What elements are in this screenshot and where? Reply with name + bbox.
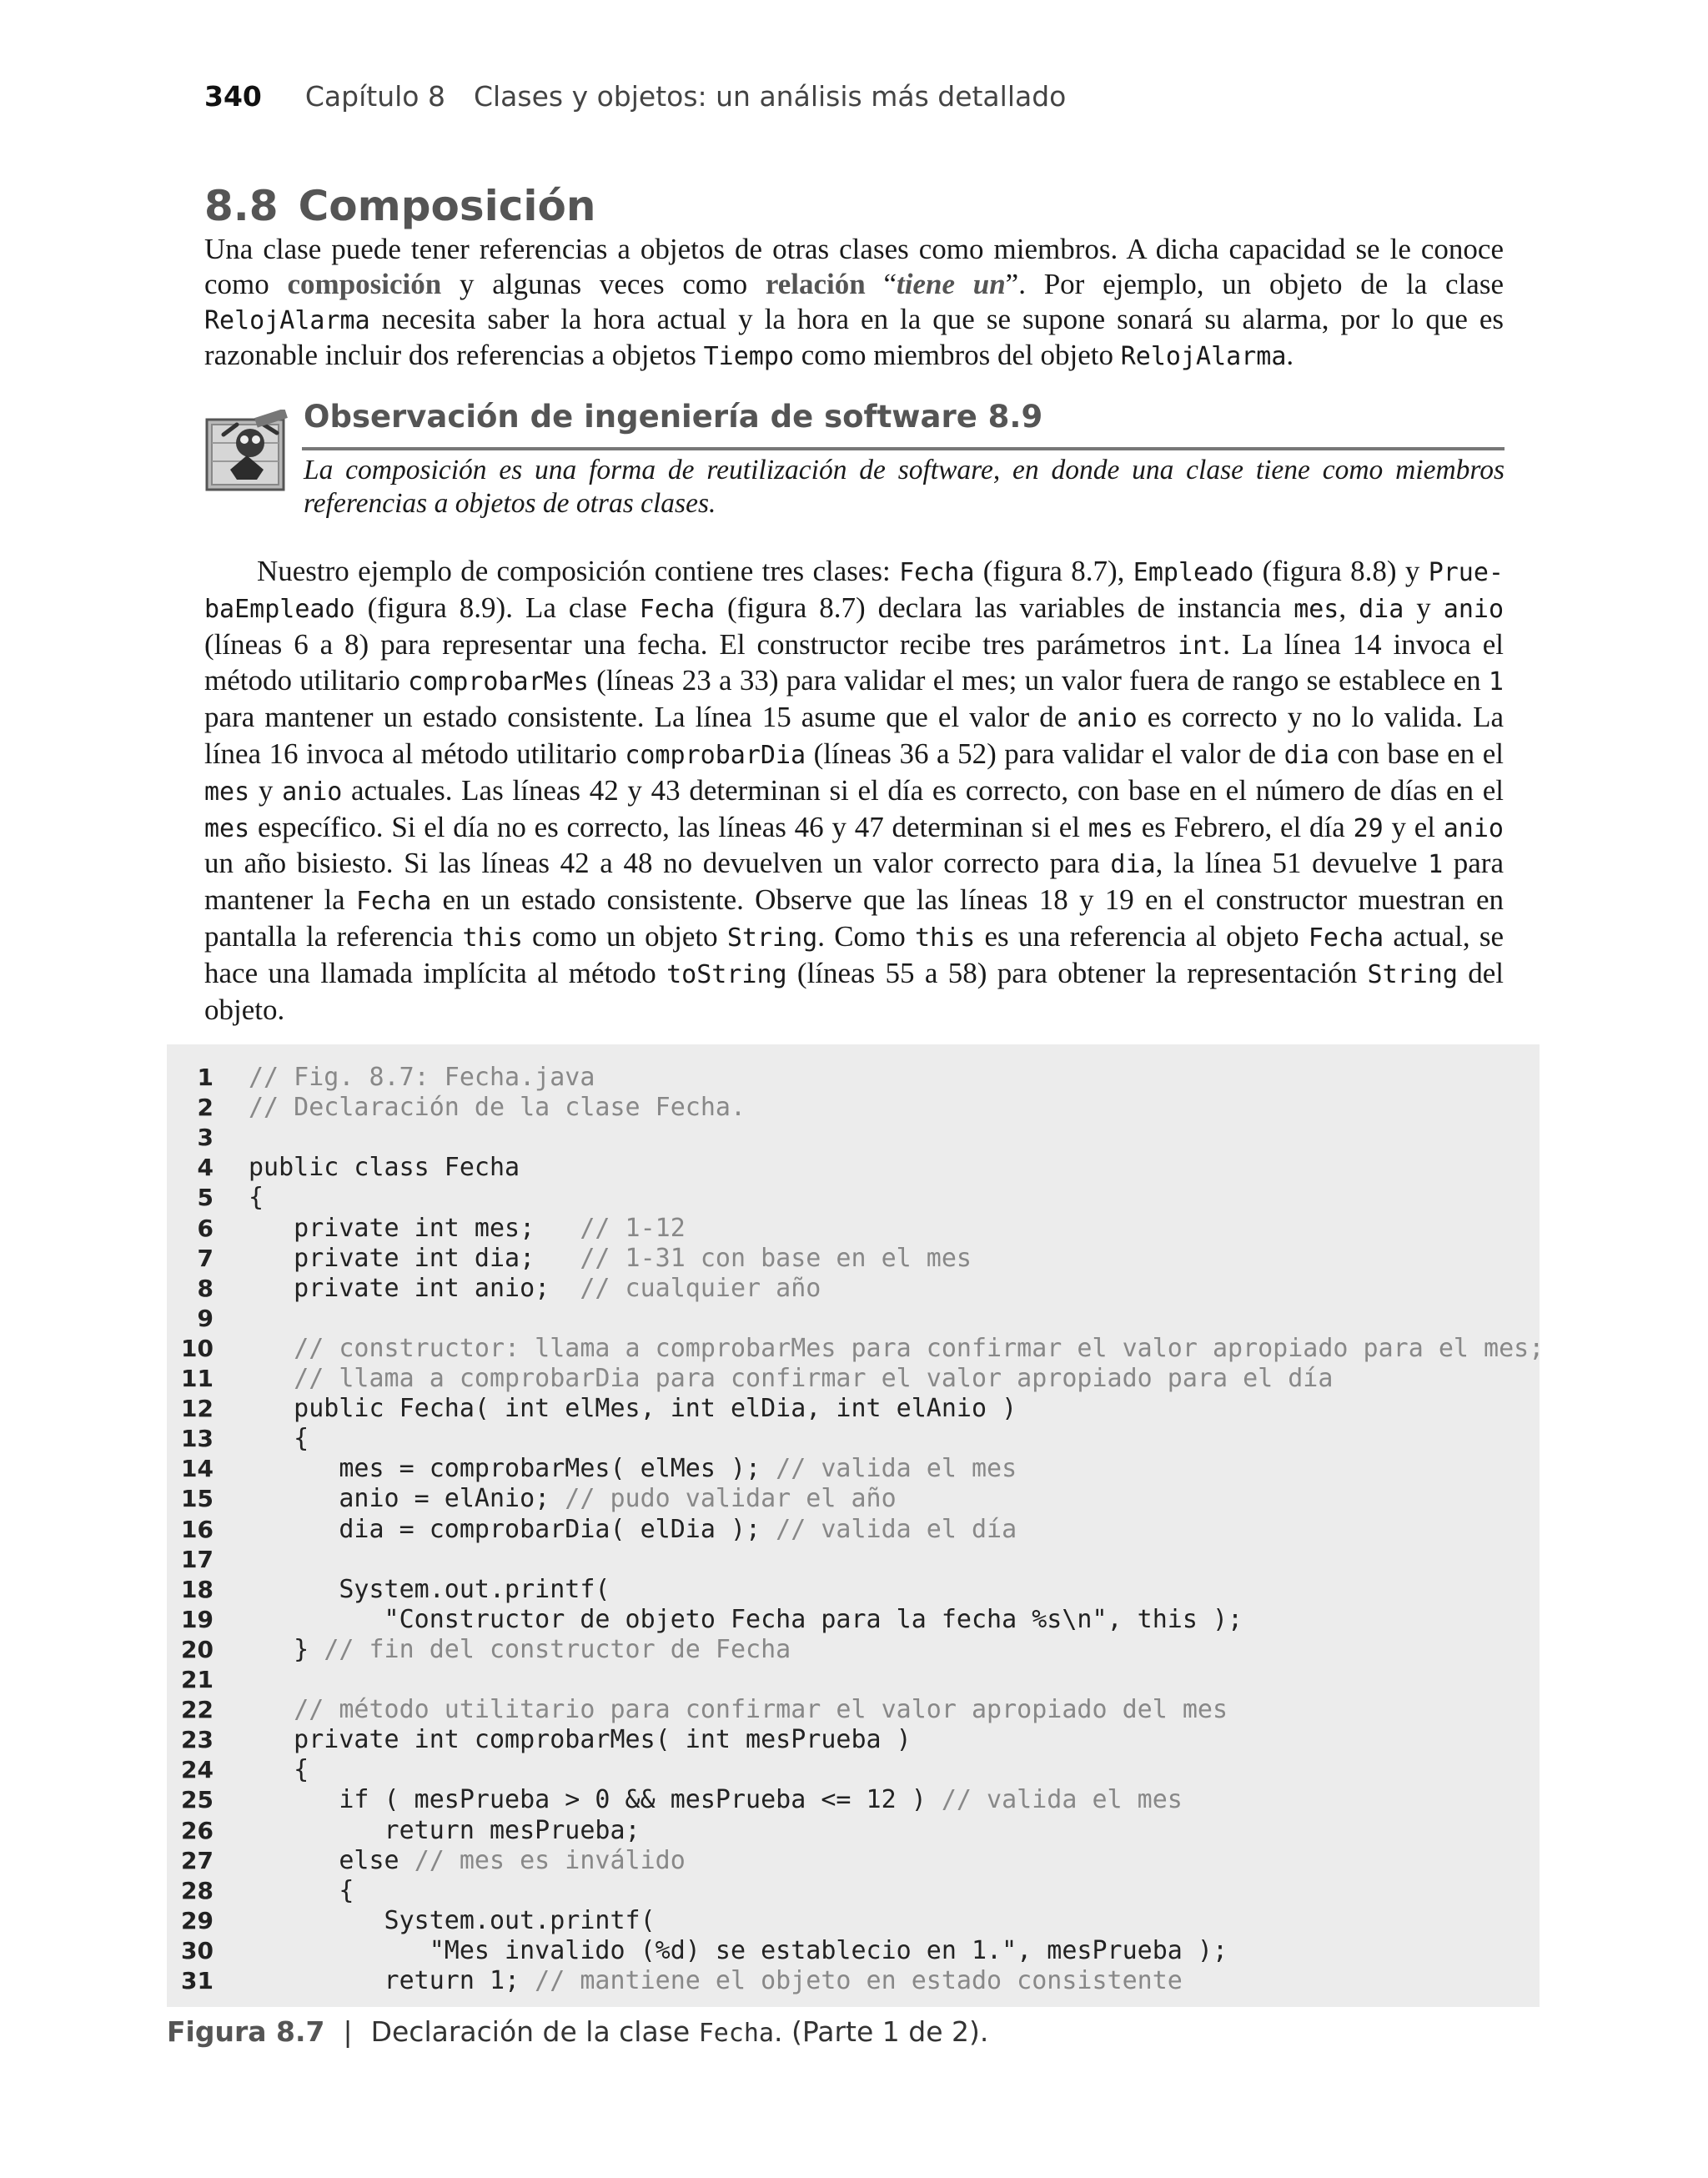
code-text: else // mes es inválido xyxy=(249,1845,686,1875)
code-term: dia xyxy=(1359,594,1404,624)
text-run: , la línea 51 devuelve xyxy=(1155,847,1429,880)
text-run: (líneas 6 a 8) para representar una fecha. El constructor recibe tres parámetros xyxy=(204,627,1178,661)
text-run: un año bisiesto. Si las líneas 42 a 48 no devuelven un valor correcto para xyxy=(204,847,1111,880)
code-text: // método utilitario para confirmar el valor apropiado del mes xyxy=(294,1695,1228,1725)
text-run: en un estado consistente. Observe que las líneas 18 y 19 en el constructor muestran en pantalla la referencia xyxy=(204,883,1505,953)
line-number: 12 xyxy=(181,1395,214,1423)
line-number: 28 xyxy=(181,1876,214,1904)
code-text: if ( mesPrueba > 0 && mesPrueba <= 12 ) // valida el mes xyxy=(249,1785,1183,1815)
code-term: comprobarMes xyxy=(408,667,589,697)
code-text: private int comprobarMes( int mesPrueba ) xyxy=(249,1725,912,1755)
code-text: // llama a comprobarDia para confirmar el valor apropiado para el día xyxy=(294,1364,1334,1393)
code-term: 29 xyxy=(1353,813,1384,843)
section-title xyxy=(204,182,596,230)
text-run: para mantener la xyxy=(204,847,1504,917)
term-relacion: relación xyxy=(765,267,866,300)
code-term: Empleado xyxy=(1133,558,1254,587)
caption-text-end: . (Parte 1 de 2). xyxy=(774,2015,989,2048)
code-term: toString xyxy=(666,959,787,989)
code-text: dia = comprobarDia( elDia ); // valida el día xyxy=(249,1514,1017,1544)
code-term: comprobarDia xyxy=(625,740,806,770)
text-run: actuales. Las líneas 42 y 43 determinan si el día es correcto, con base en el número de días en el xyxy=(342,773,1505,807)
text-run: Nuestro ejemplo de composición contiene tres clases: xyxy=(257,555,900,587)
chapter-label: Capítulo 8 xyxy=(304,80,445,113)
term-tiene-un: tiene un xyxy=(897,267,1006,300)
code-text: "Constructor de objeto Fecha para la fecha %s\n", this ); xyxy=(249,1604,1243,1634)
text-run: y algunas veces como xyxy=(441,267,766,300)
quote-open: “ xyxy=(865,267,897,300)
text-run: como miembros del objeto xyxy=(794,339,1121,372)
text-run: necesita saber la hora actual y la hora en la que se supone sonará su alarma, por lo que es razonable incluir dos referencias a objetos xyxy=(204,302,1504,372)
line-number: 10 xyxy=(181,1334,214,1362)
running-header xyxy=(204,80,1066,120)
code-text: { xyxy=(249,1755,309,1785)
line-number: 31 xyxy=(181,1967,214,1994)
text-run: y el xyxy=(1383,810,1444,843)
code-term: mes xyxy=(1088,813,1133,843)
code-text: // constructor: llama a comprobarMes para confirmar el valor apropiado para el mes; xyxy=(294,1333,1545,1363)
line-number: 18 xyxy=(181,1575,214,1603)
line-number: 13 xyxy=(181,1425,214,1453)
text-run: y xyxy=(1404,591,1444,624)
text-run: (líneas 36 a 52) para validar el valor de xyxy=(806,737,1284,770)
figure-label: Figura 8.7 xyxy=(167,2015,325,2048)
text-run: es correcto y no lo valida. La línea 16 invoca al método utilitario xyxy=(204,701,1505,770)
code-term: mes xyxy=(204,777,250,807)
text-run: (figura 8.7), xyxy=(974,555,1133,587)
caption-text: Declaración de la clase xyxy=(370,2015,699,2048)
code-term: dia xyxy=(1110,850,1156,880)
code-text: mes = comprobarMes( elMes ); // valida el mes xyxy=(249,1454,1017,1484)
text-run: . xyxy=(1286,339,1294,372)
line-number: 6 xyxy=(197,1214,214,1242)
code-term: mes xyxy=(204,813,250,843)
software-engineering-icon xyxy=(205,410,293,493)
code-text: System.out.printf( xyxy=(249,1574,610,1604)
line-number: 9 xyxy=(197,1304,214,1332)
code-term: dia xyxy=(1284,740,1329,770)
line-number: 27 xyxy=(181,1846,214,1874)
code-term: anio xyxy=(1077,704,1138,734)
code-text: { xyxy=(249,1875,354,1905)
code-text: return mesPrueba; xyxy=(249,1815,640,1845)
code-text: public Fecha( int elMes, int elDia, int elAnio ) xyxy=(249,1394,1017,1424)
code-term: anio xyxy=(282,777,343,807)
body-paragraph xyxy=(204,554,1504,1027)
code-text: { xyxy=(249,1424,309,1454)
code-term: String xyxy=(1367,959,1458,989)
text-run: Una clase puede tener referencias a objetos de otras clases como miembros. A dicha capacidad se le conoce como xyxy=(204,233,1504,300)
code-text: // Fig. 8.7: Fecha.java xyxy=(249,1063,595,1092)
text-run: (figura 8.8) y xyxy=(1253,555,1429,587)
line-number: 19 xyxy=(181,1605,214,1633)
code-term: Fecha xyxy=(639,594,716,624)
code-term: mes xyxy=(1294,594,1339,624)
line-number: 1 xyxy=(197,1064,214,1091)
code-term: anio xyxy=(1443,813,1504,843)
text-run: (líneas 23 a 33) para validar el mes; un valor fuera de rango se establece en xyxy=(588,664,1489,697)
code-term: anio xyxy=(1443,594,1505,624)
line-number: 4 xyxy=(197,1154,214,1182)
line-number: 21 xyxy=(181,1666,214,1693)
code-text: } // fin del constructor de Fecha xyxy=(249,1634,791,1664)
line-number: 25 xyxy=(181,1786,214,1814)
line-number: 26 xyxy=(181,1816,214,1844)
text-run: para mantener un estado consistente. La línea 15 asume que el valor de xyxy=(204,701,1078,734)
line-number: 14 xyxy=(181,1455,214,1483)
section-name: Composición xyxy=(298,182,596,230)
code-term: Prue-baEmpleado xyxy=(204,558,1504,624)
code-text: private int mes; // 1-12 xyxy=(249,1213,686,1243)
code-term: int xyxy=(1178,631,1223,661)
line-number: 5 xyxy=(197,1184,214,1212)
line-number: 2 xyxy=(197,1094,214,1122)
page-number: 340 xyxy=(204,80,262,113)
chapter-title: Clases y objetos: un análisis más detallado xyxy=(473,80,1067,113)
line-number: 24 xyxy=(181,1756,214,1784)
code-term: 1 xyxy=(1428,850,1444,880)
text-run: específico. Si el día no es correcto, las líneas 46 y 47 determinan si el xyxy=(249,810,1088,843)
code-text: private int dia; // 1-31 con base en el mes xyxy=(249,1243,972,1273)
line-number: 8 xyxy=(197,1274,214,1302)
code-text: public class Fecha xyxy=(249,1153,520,1183)
code-term: this xyxy=(915,923,976,953)
text-run: (líneas 55 a 58) para obtener la representación xyxy=(786,956,1368,989)
line-number: 23 xyxy=(181,1726,214,1754)
line-number: 17 xyxy=(181,1545,214,1573)
line-number: 16 xyxy=(181,1515,214,1543)
code-text: { xyxy=(249,1183,264,1213)
code-term: String xyxy=(726,923,818,953)
text-run: . Por ejemplo, un objeto de la clase xyxy=(1018,267,1504,300)
text-run: con base en el xyxy=(1329,737,1504,770)
code-term: Fecha xyxy=(899,558,975,587)
text-run: actual, se hace una llamada implícita al método xyxy=(204,919,1505,989)
code-text: anio = elAnio; // pudo validar el año xyxy=(249,1484,897,1514)
code-term: Tiempo xyxy=(703,342,794,372)
text-run: (figura 8.9). La clase xyxy=(354,591,640,624)
code-text: private int anio; // cualquier año xyxy=(249,1273,821,1303)
text-run: del objeto. xyxy=(204,956,1505,1026)
line-number: 3 xyxy=(197,1124,214,1152)
text-run: , xyxy=(1339,591,1359,624)
text-run: y xyxy=(249,773,283,807)
term-composicion: composición xyxy=(287,267,442,300)
note-title: Observación de ingeniería de software 8.9 xyxy=(304,399,1043,435)
code-term: 1 xyxy=(1488,667,1504,697)
code-listing xyxy=(167,1044,1545,2007)
text-run: como un objeto xyxy=(522,919,727,953)
line-number: 11 xyxy=(181,1365,214,1392)
figure-caption xyxy=(167,2015,988,2048)
text-run: . Como xyxy=(817,919,915,953)
intro-paragraph xyxy=(204,232,1504,375)
code-term: this xyxy=(462,923,523,953)
text-run: . La línea 14 invoca el método utilitario xyxy=(204,627,1504,697)
note-divider xyxy=(302,447,1505,450)
text-run: (figura 8.7) declara las variables de instancia xyxy=(715,591,1294,624)
text-run: es Febrero, el día xyxy=(1133,810,1354,843)
code-text: "Mes invalido (%d) se establecio en 1.", mesPrueba ); xyxy=(249,1935,1228,1965)
code-text: // Declaración de la clase Fecha. xyxy=(249,1093,746,1123)
line-number: 22 xyxy=(181,1696,214,1724)
section-number: 8.8 xyxy=(204,182,279,230)
code-term: RelojAlarma xyxy=(204,305,370,335)
line-number: 7 xyxy=(197,1244,214,1272)
code-term: Fecha xyxy=(355,887,432,917)
caption-separator: | xyxy=(343,2015,353,2048)
line-number: 29 xyxy=(181,1906,214,1934)
line-number: 15 xyxy=(181,1485,214,1513)
line-number: 30 xyxy=(181,1936,214,1964)
line-number: 20 xyxy=(181,1635,214,1663)
code-term: RelojAlarma xyxy=(1120,342,1287,372)
text-run: es una referencia al objeto xyxy=(975,919,1309,953)
code-term: Fecha xyxy=(1308,923,1384,953)
note-text: La composición es una forma de reutilización de software, en donde una clase tiene como miembros referencias a objetos de otras clases. xyxy=(304,455,1505,519)
caption-code: Fecha xyxy=(698,2019,774,2048)
code-text: return 1; // mantiene el objeto en estado consistente xyxy=(249,1966,1183,1995)
quote-close: ” xyxy=(1005,267,1019,300)
code-text: System.out.printf( xyxy=(249,1905,656,1935)
